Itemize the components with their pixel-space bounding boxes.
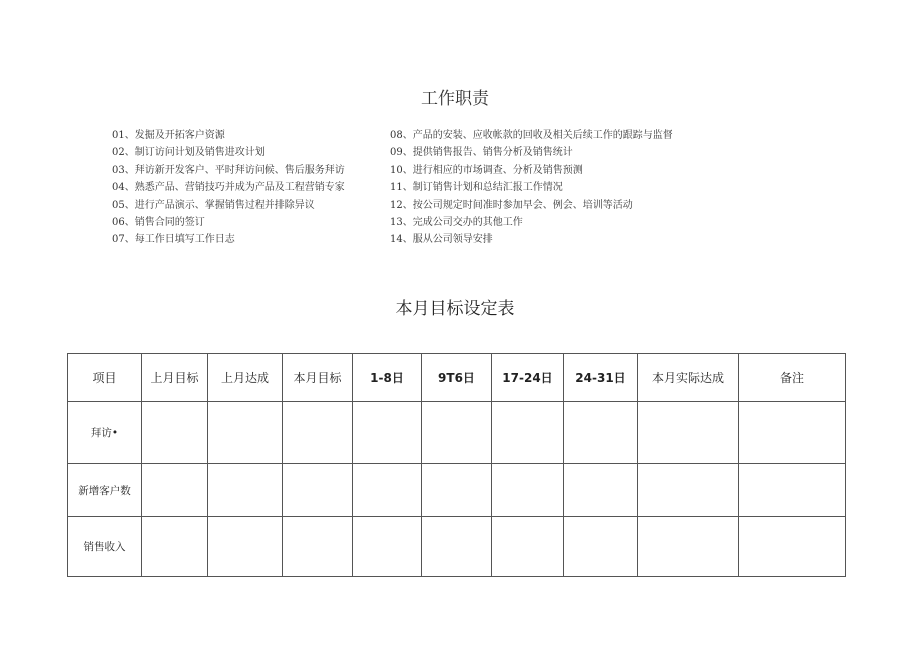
header-cell: 17-24日 xyxy=(492,354,564,402)
row-label: 新增客户数 xyxy=(68,464,142,517)
duty-item: 06、销售合同的签订 xyxy=(112,217,205,229)
table-cell xyxy=(283,464,353,517)
table-header-row xyxy=(68,354,846,402)
duty-item: 11、制订销售计划和总结汇报工作情况 xyxy=(390,182,563,194)
duties-title: 工作职责 xyxy=(421,89,489,109)
duty-item: 07、每工作日填写工作日志 xyxy=(112,234,235,246)
table-cell xyxy=(283,517,353,577)
table-row xyxy=(68,517,846,577)
table-cell xyxy=(142,464,208,517)
duty-item: 03、拜访新开发客户、平时拜访问候、售后服务拜访 xyxy=(112,164,345,176)
table-title: 本月目标设定表 xyxy=(395,299,515,319)
header-cell: 项目 xyxy=(68,354,142,402)
table-row xyxy=(68,464,846,517)
table-cell xyxy=(492,464,564,517)
header-cell: 24-31日 xyxy=(564,354,638,402)
table-cell xyxy=(638,402,739,464)
header-cell: 备注 xyxy=(739,354,846,402)
table-cell xyxy=(422,464,492,517)
table-cell xyxy=(283,402,353,464)
duties-list-left xyxy=(112,127,345,249)
duty-item: 14、服从公司领导安排 xyxy=(390,234,493,246)
duty-item: 01、发掘及开拓客户资源 xyxy=(112,130,225,141)
table-cell xyxy=(638,464,739,517)
duty-item: 12、按公司规定时间准时参加早会、例会、培训等活动 xyxy=(390,199,633,211)
goal-table xyxy=(67,353,846,577)
header-cell: 本月目标 xyxy=(283,354,353,402)
duty-item: 05、进行产品演示、掌握销售过程并排除异议 xyxy=(112,199,315,211)
table-cell xyxy=(739,464,846,517)
duty-item: 04、熟悉产品、营销技巧并成为产品及工程营销专家 xyxy=(112,182,345,194)
duty-item: 08、产品的安装、应收帐款的回收及相关后续工作的跟踪与监督 xyxy=(390,130,673,141)
table-cell xyxy=(208,517,283,577)
header-cell: 上月目标 xyxy=(142,354,208,402)
table-cell xyxy=(422,402,492,464)
table-cell xyxy=(564,464,638,517)
duty-item: 13、完成公司交办的其他工作 xyxy=(390,217,523,229)
table-cell xyxy=(564,402,638,464)
table-row xyxy=(68,402,846,464)
header-cell: 1-8日 xyxy=(353,354,422,402)
table-cell xyxy=(739,517,846,577)
duty-item: 09、提供销售报告、销售分析及销售统计 xyxy=(390,147,573,159)
header-cell: 上月达成 xyxy=(208,354,283,402)
row-label: 拜访• xyxy=(68,402,142,464)
table-cell xyxy=(353,402,422,464)
header-cell: 本月实际达成 xyxy=(638,354,739,402)
table-cell xyxy=(208,402,283,464)
row-label: 销售收入 xyxy=(68,517,142,577)
table-cell xyxy=(492,517,564,577)
table-cell xyxy=(638,517,739,577)
duty-item: 10、进行相应的市场调查、分析及销售预测 xyxy=(390,164,583,176)
table-cell xyxy=(208,464,283,517)
table-cell xyxy=(353,464,422,517)
header-cell: 9T6日 xyxy=(422,354,492,402)
table-cell xyxy=(422,517,492,577)
table-cell xyxy=(353,517,422,577)
table-cell xyxy=(142,402,208,464)
duties-list-right xyxy=(390,127,673,249)
duty-item: 02、制订访问计划及销售进攻计划 xyxy=(112,147,265,159)
table-cell xyxy=(492,402,564,464)
table-cell xyxy=(739,402,846,464)
table-cell xyxy=(142,517,208,577)
table-cell xyxy=(564,517,638,577)
